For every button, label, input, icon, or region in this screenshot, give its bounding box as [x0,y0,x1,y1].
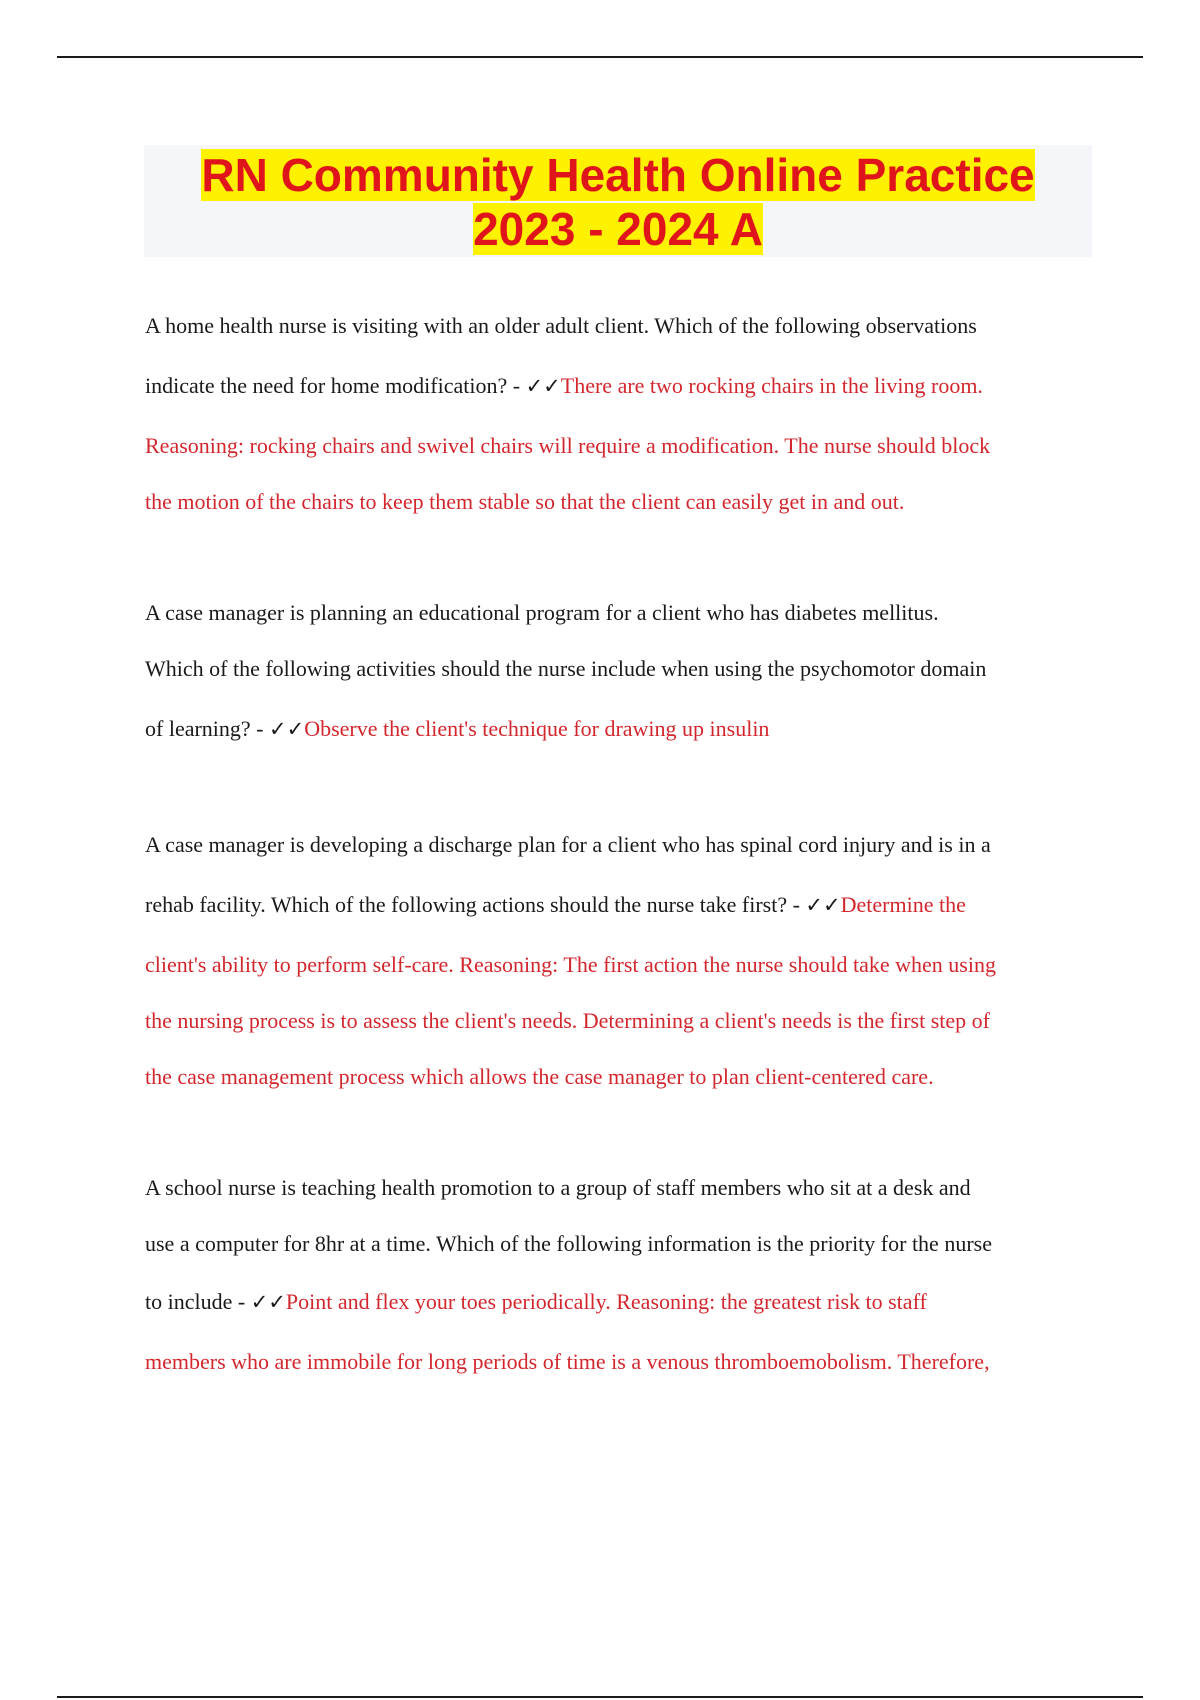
answer-line: members who are immobile for long periods of time is a venous thromboemobolism. Therefore, [145,1349,990,1374]
answer-line: Reasoning: rocking chairs and swivel chairs will require a modification. The nurse should block [145,433,991,458]
question-answer-line [145,1289,927,1315]
question-line: A case manager is planning an educational program for a client who has diabetes mellitus. [145,600,939,625]
answer-text: There are two rocking chairs in the living room. [560,373,983,398]
double-check-icon: ✓✓ [250,1290,286,1314]
answer-text: Observe the client's technique for drawing up insulin [304,716,770,741]
question-answer-line [145,716,769,742]
top-rule [57,56,1143,58]
question-text: of learning? - [145,716,269,741]
question-answer-line [145,373,983,399]
question-line: A case manager is developing a discharge plan for a client who has spinal cord injury and is in a [145,832,991,857]
question-text: rehab facility. Which of the following actions should the nurse take first? - [145,892,806,917]
question-line: A home health nurse is visiting with an older adult client. Which of the following observations [145,313,977,338]
question-text: indicate the need for home modification? - [145,373,526,398]
question-answer-line [145,892,966,918]
title-line-2: 2023 - 2024 A [473,203,763,255]
question-text: to include - [145,1289,251,1314]
answer-line: the case management process which allows the case manager to plan client-centered care. [145,1064,934,1089]
double-check-icon: ✓✓ [805,893,841,917]
title-line-1: RN Community Health Online Practice [201,149,1035,201]
double-check-icon: ✓✓ [269,717,305,741]
answer-text: Determine the [840,892,966,917]
title-banner [144,145,1092,257]
answer-text: Point and flex your toes periodically. Reasoning: the greatest risk to staff [285,1289,927,1314]
question-line: A school nurse is teaching health promotion to a group of staff members who sit at a desk and [145,1175,971,1200]
double-check-icon: ✓✓ [525,374,561,398]
bottom-rule [57,1696,1143,1698]
document-title [144,145,1092,256]
answer-line: client's ability to perform self-care. Reasoning: The first action the nurse should take when using [145,952,996,977]
answer-line: the nursing process is to assess the client's needs. Determining a client's needs is the first step of [145,1008,990,1033]
question-line: use a computer for 8hr at a time. Which of the following information is the priority for the nurse [145,1231,992,1256]
question-line: Which of the following activities should the nurse include when using the psychomotor domain [145,656,987,681]
answer-line: the motion of the chairs to keep them stable so that the client can easily get in and out. [145,489,905,514]
